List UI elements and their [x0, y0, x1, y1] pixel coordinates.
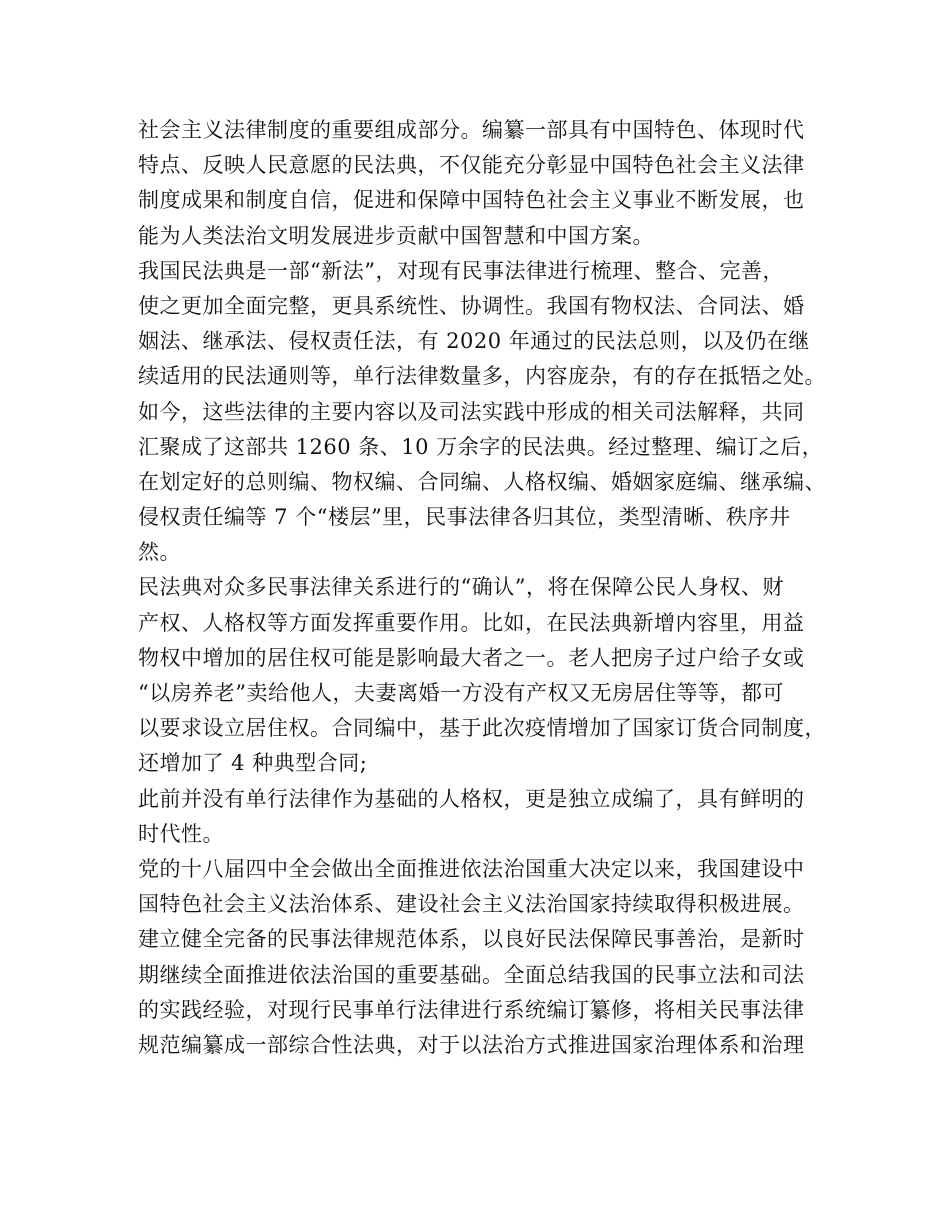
text-line: 以要求设立居住权。合同编中，基于此次疫情增加了国家订货合同制度，	[138, 716, 826, 741]
text-line: 国特色社会主义法治体系、建设社会主义法治国家持续取得积极进展。	[138, 892, 805, 917]
text-line: 民法典对众多民事法律关系进行的“确认”，将在保障公民人身权、财	[138, 575, 784, 600]
text-line: 在划定好的总则编、物权编、合同编、人格权编、婚姻家庭编、继承编、	[138, 469, 826, 494]
text-line: 如今，这些法律的主要内容以及司法实践中形成的相关司法解释，共同	[138, 399, 805, 424]
text-line: 党的十八届四中全会做出全面推进依法治国重大决定以来，我国建设中	[138, 856, 805, 881]
text-line: 期继续全面推进依法治国的重要基础。全面总结我国的民事立法和司法	[138, 962, 805, 987]
text-line: 的实践经验，对现行民事单行法律进行系统编订纂修，将相关民事法律	[138, 997, 805, 1022]
text-line: 我国民法典是一部“新法”，对现有民事法律进行梳理、整合、完善，	[138, 258, 784, 283]
text-line: 特点、反映人民意愿的民法典，不仅能充分彰显中国特色社会主义法律	[138, 153, 805, 178]
text-line: 然。	[138, 540, 181, 565]
text-line: 产权、人格权等方面发挥重要作用。比如，在民法典新增内容里，用益	[138, 610, 805, 635]
text-line: 还增加了 4 种典型合同;	[138, 751, 368, 776]
document-body	[138, 113, 828, 1063]
text-line: 制度成果和制度自信，促进和保障中国特色社会主义事业不断发展，也	[138, 188, 805, 213]
text-line: 建立健全完备的民事法律规范体系，以良好民法保障民事善治，是新时	[138, 927, 805, 952]
text-line: 物权中增加的居住权可能是影响最大者之一。老人把房子过户给子女或	[138, 645, 805, 670]
text-line: 时代性。	[138, 821, 224, 846]
text-line: 续适用的民法通则等，单行法律数量多，内容庞杂，有的存在抵牾之处。	[138, 364, 826, 389]
text-line: 姻法、继承法、侵权责任法，有 2020 年通过的民法总则，以及仍在继	[138, 329, 810, 354]
text-line: 使之更加全面完整，更具系统性、协调性。我国有物权法、合同法、婚	[138, 293, 805, 318]
text-line: 汇聚成了这部共 1260 条、10 万余字的民法典。经过整理、编订之后，	[138, 434, 824, 459]
text-line: “以房养老”卖给他人，夫妻离婚一方没有产权又无房居住等等，都可	[138, 681, 784, 705]
text-line: 规范编纂成一部综合性法典，对于以法治方式推进国家治理体系和治理	[138, 1032, 805, 1057]
text-line: 社会主义法律制度的重要组成部分。编纂一部具有中国特色、体现时代	[138, 118, 805, 142]
text-line: 能为人类法治文明发展进步贡献中国智慧和中国方案。	[138, 223, 654, 248]
text-line: 侵权责任编等 7 个“楼层”里，民事法律各归其位，类型清晰、秩序井	[138, 505, 791, 530]
text-line: 此前并没有单行法律作为基础的人格权，更是独立成编了，具有鲜明的	[138, 786, 805, 811]
